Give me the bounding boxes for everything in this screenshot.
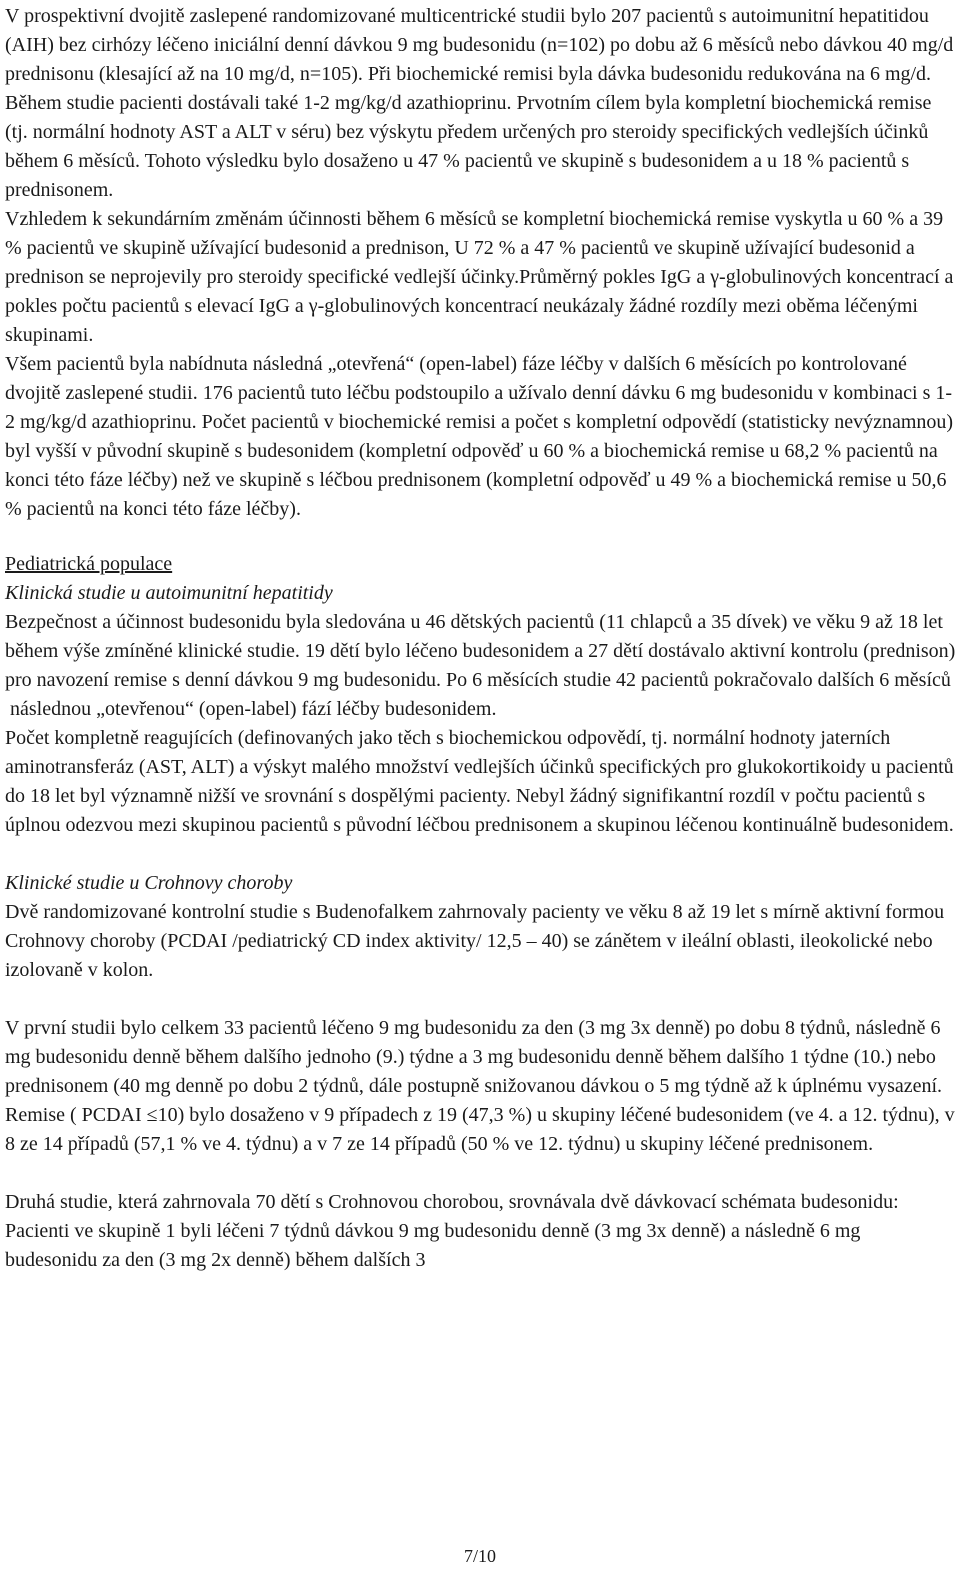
paragraph-pediatric-aih: Bezpečnost a účinnost budesonidu byla sledována u 46 dětských pacientů (11 chlapců a 35 dívek) ve věku 9 až 18 let během výše zmíněné klinické studie. 19 dětí bylo léčeno budesonidem a 27 dětí dostávalo aktivní kontrolu (prednison) pro navození remise s denní dávkou 9 mg budesonidu. Po 6 měsících studie 42 pacientů pokračovalo dalších 6 měsíců [5,611,956,691]
paragraph-second-study: Druhá studie, která zahrnovala 70 dětí s Crohnovou chorobou, srovnávala dvě dávkovací schémata budesonidu: Pacienti ve skupině 1 byli léčeni 7 týdnů dávkou 9 mg budesonidu denně (3 mg 3x denně) a následně 6 mg budesonidu za den (3 mg 2x denně) během dalších 3 [5,1191,899,1271]
paragraph-pediatric-aih-continued: následnou „otevřenou“ (open-label) fází léčby budesonidem. [10,698,497,720]
spacer [5,1159,957,1188]
paragraph-aih-study: V prospektivní dvojitě zaslepené randomizované multicentrické studii bylo 207 pacientů s autoimunitní hepatitidou (AIH) bez cirhózy léčeno iniciální denní dávkou 9 mg budesonidu (n=102) po dobu až 6 měsíců nebo dávkou 40 mg/d prednisonu (klesající až na 10 mg/d, n=105). Při biochemické remisi byla dávka budesonidu redukována na 6 mg/d. Během studie pacienti dostávali také 1-2 mg/kg/d azathioprinu. Prvotním cílem byla kompletní biochemická remise (tj. normální hodnoty AST a ALT v séru) bez výskytu předem určených pro steroidy specifických vedlejších účinků během 6 měsíců. Tohoto výsledku bylo dosaženo u 47 % pacientů ve skupině s budesonidem a u 18 % pacientů s prednisonem. [5,5,954,201]
spacer [5,524,957,550]
subheading-crohn: Klinické studie u Crohnovy choroby [5,872,293,894]
paragraph-secondary-outcomes: Vzhledem k sekundárním změnám účinnosti během 6 měsíců se kompletní biochemická remise vyskytla u 60 % a 39 % pacientů ve skupině užívající budesonid a prednison, U 72 % a 47 % pacientů ve skupině užívající budesonid a prednison se neprojevily pro steroidy specifické vedlejší účinky.Průměrný pokles IgG a γ-globulinových koncentrací a pokles počtu pacientů s elevací IgG a γ-globulinových koncentrací neukázaly žádné rozdíly mezi oběma léčenými skupinami. [5,208,954,346]
paragraph-crohn-intro: Dvě randomizované kontrolní studie s Budenofalkem zahrnovaly pacienty ve věku 8 až 19 let s mírně aktivní formou Crohnovy choroby (PCDAI /pediatrický CD index aktivity/ 12,5 – 40) se zánětem v ileální oblasti, ileokolické nebo izolovaně v kolon. [5,901,945,981]
spacer [5,840,957,869]
paragraph-open-label-phase: Všem pacientů byla nabídnuta následná „otevřená“ (open-label) fáze léčby v dalších 6 měsících po kontrolované dvojitě zaslepené studii. 176 pacientů tuto léčbu podstoupilo a užívalo denní dávku 6 mg budesonidu v kombinaci s 1-2 mg/kg/d azathioprinu. Počet pacientů v biochemické remisi a počet s kompletní odpovědí (statisticky nevýznamnou) byl vyšší v původní skupině s budesonidem (kompletní odpověď u 60 % a biochemická remise u 68,2 % pacientů na konci této fáze léčby) než ve skupině s léčbou prednisonem (kompletní odpověď u 49 % a biochemická remise u 50,6 % pacientů na konci této fáze léčby). [5,353,954,520]
page-number: 7/10 [463,1546,496,1566]
spacer [5,985,957,1014]
document-page [5,2,957,1576]
paragraph-first-study: V první studii bylo celkem 33 pacientů léčeno 9 mg budesonidu za den (3 mg 3x denně) po dobu 8 týdnů, následně 6 mg budesonidu denně během dalšího jednoho (9.) týdne a 3 mg budesonidu denně během dalšího 1 týdne (10.) nebo prednisonem (40 mg denně po dobu 2 týdnů, dále postupně snižovanou dávkou o 5 mg týdně až k úplnému vysazení. Remise ( PCDAI ≤10) bylo dosaženo v 9 případech z 19 (47,3 %) u skupiny léčené budesonidem (ve 4. a 12. týdnu), v 8 ze 14 případů (57,1 % ve 4. týdnu) a v 7 ze 14 případů (50 % ve 12. týdnu) u skupiny léčené prednisonem. [5,1017,955,1155]
subheading-aih: Klinická studie u autoimunitní hepatitidy [5,582,333,604]
section-heading-pediatric: Pediatrická populace [5,553,173,575]
paragraph-complete-responders: Počet kompletně reagujících (definovaných jako těch s biochemickou odpovědí, tj. normální hodnoty jaterních aminotransferáz (AST, ALT) a výskyt malého množství vedlejších účinků specifických pro glukokortikoidy u pacientů do 18 let byl významně nižší ve srovnání s dospělými pacienty. Nebyl žádný signifikantní rozdíl v počtu pacientů s úplnou odezvou mezi skupinou pacientů s původní léčbou prednisonem a skupinou léčenou kontinuálně budesonidem. [5,727,954,836]
